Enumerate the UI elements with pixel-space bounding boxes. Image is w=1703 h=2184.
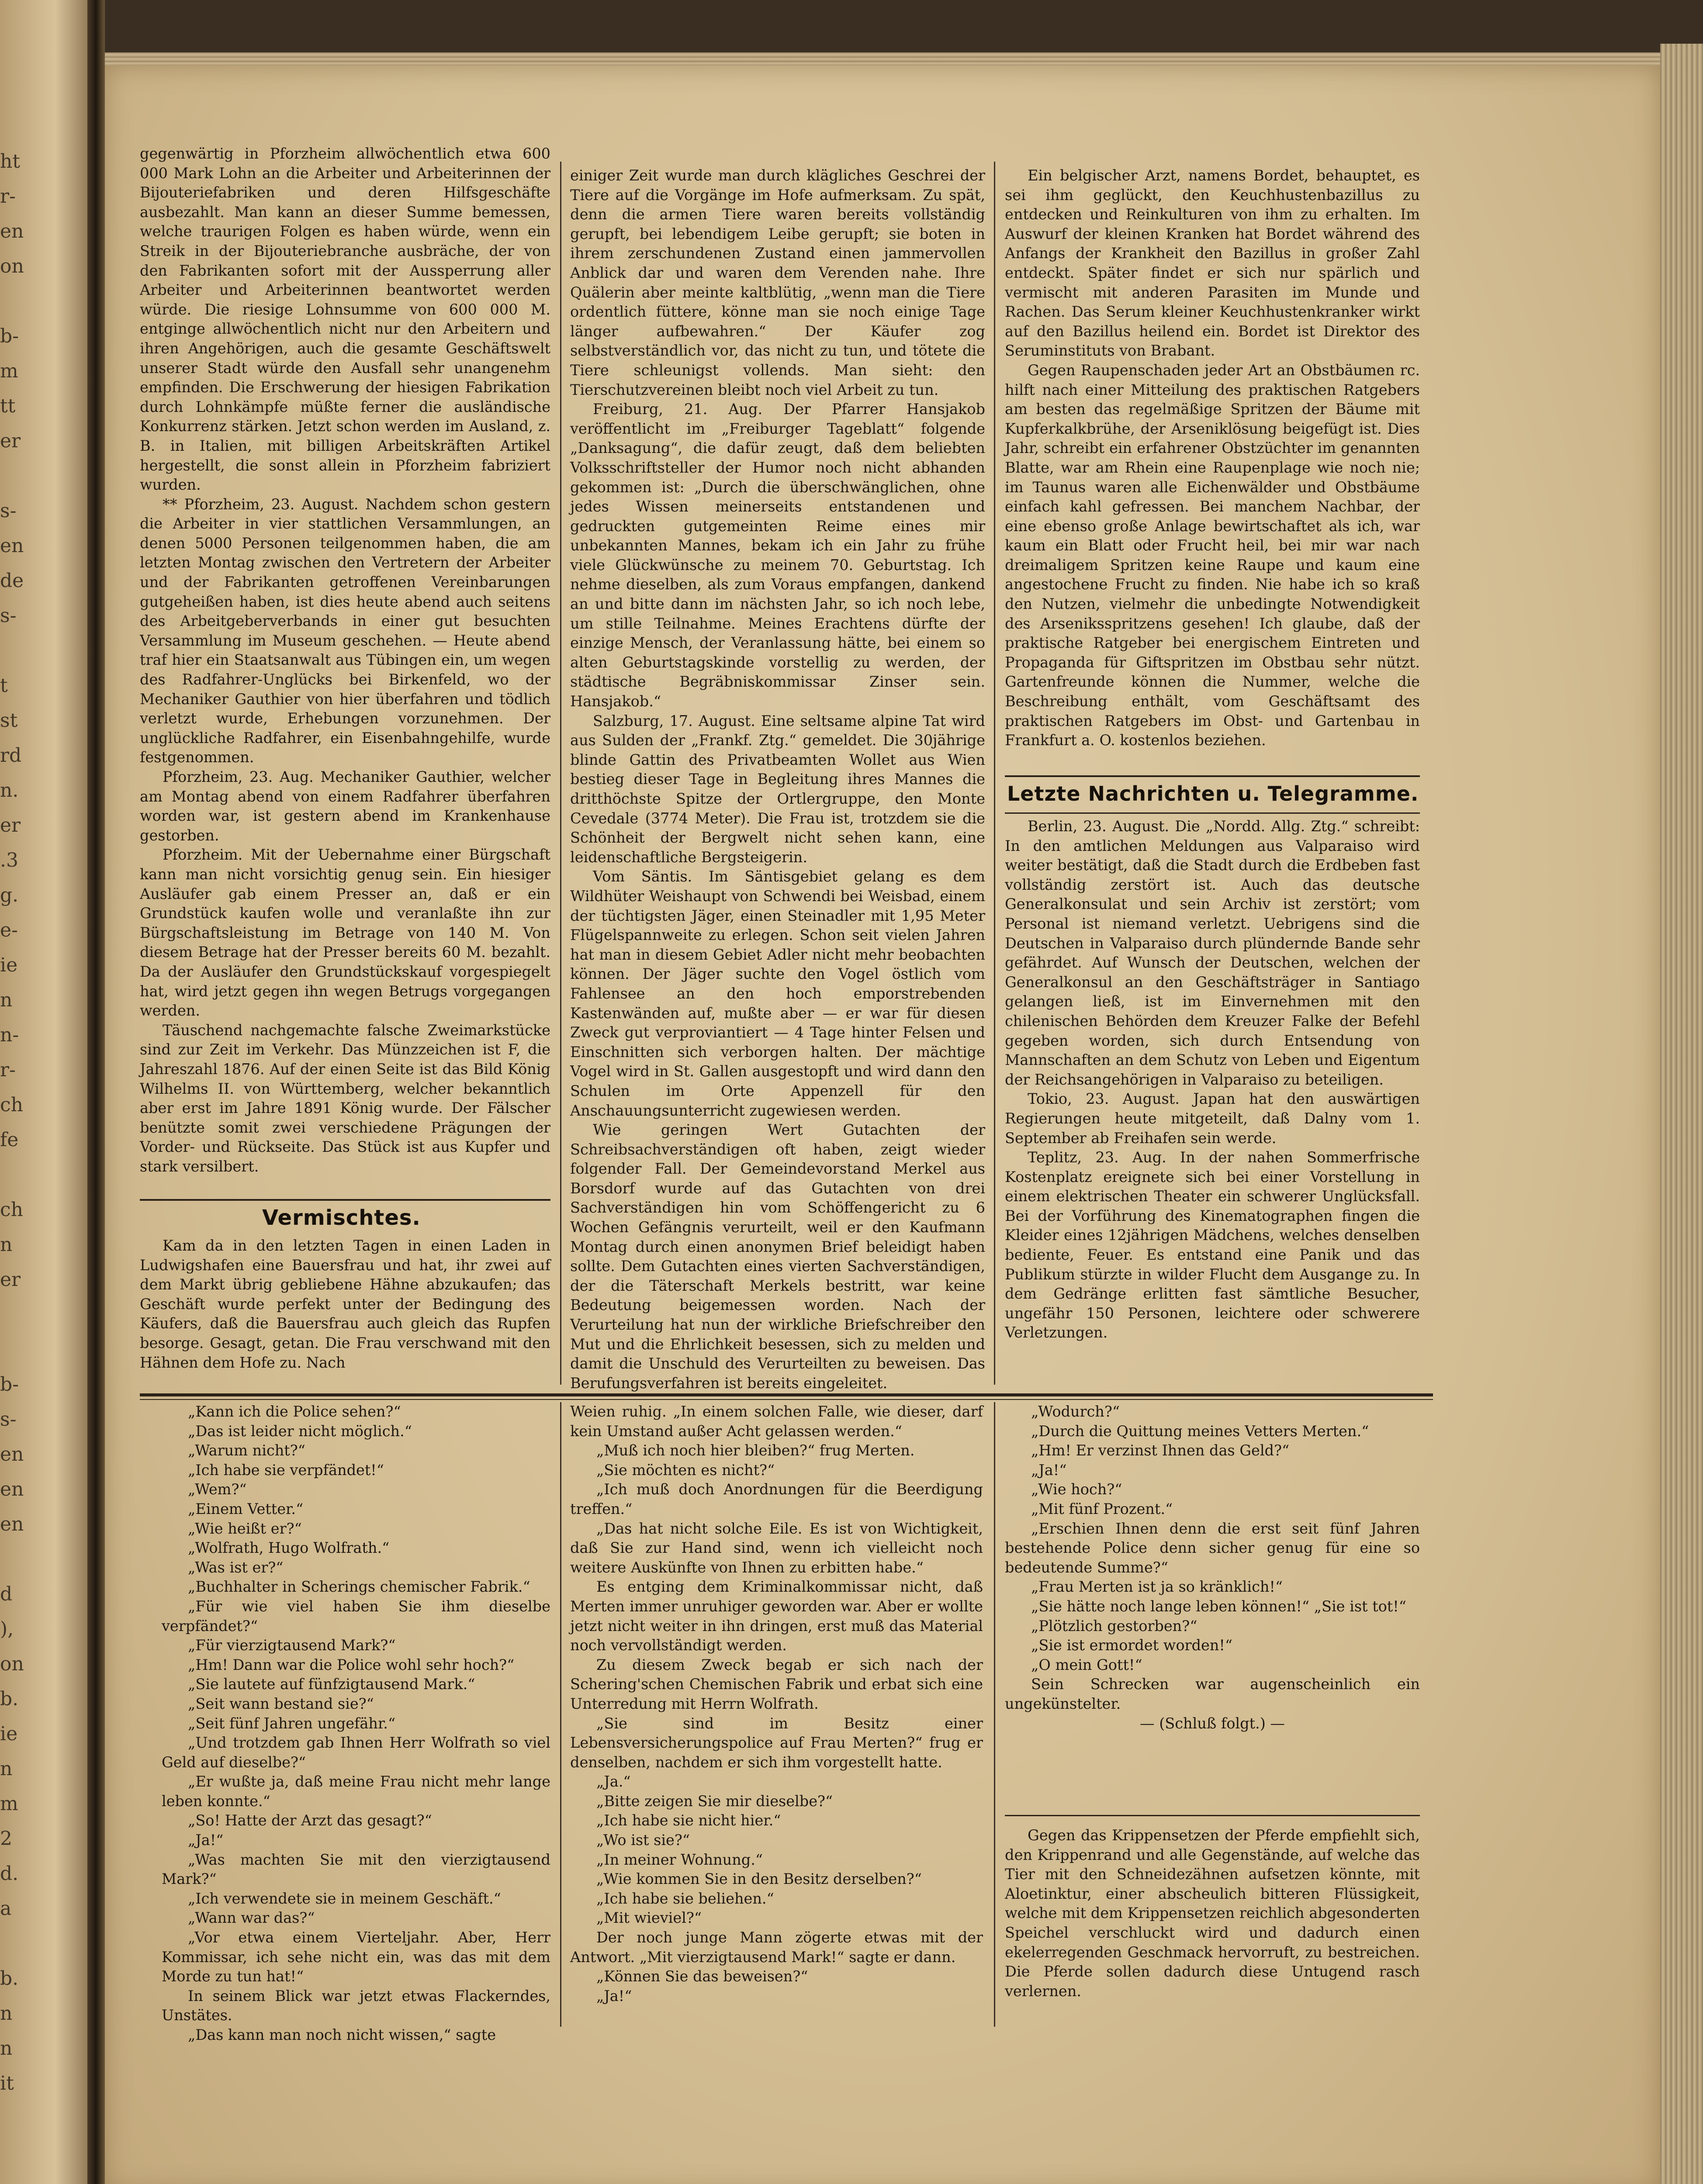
article-caterpillar-damage: Gegen Raupenschaden jeder Art an Obstbäumen rc. hilft nach einer Mitteilung des praktischen Ratgebers am besten das regelmäßige Spritzen der Bäume mit Kupferkalkbrühe, der Arseniklösung beigefügt ist. Dies Jahr, schreibt ein erfahrener Obstzüchter im genannten Blatte, war am Rhein eine Raupenplage wie noch nie; im Taunus waren alle Eichenwälder und Obstbäume einfach kahl gefressen. Bei manchem Nachbar, der eine ebenso große Anlage bewirtschaftet als ich, war kaum ein Blatt oder Frucht heil, bei mir war nach dreimaligem Spritzen keine Raupe und kaum eine angestochene Frucht zu finden. Nie habe ich so kraß den Nutzen, vielmehr die unbedingte Notwendigkeit des Arseniksspritzens gesehen! Ich glaube, daß der praktische Ratgeber bei energischem Eintreten und Propaganda für Giftspritzen im Obstbau sehr nützt. Gartenfreunde können die Nummer, welche die Beschreibung enthält, vom Geschäftsamt des praktischen Ratgebers im Obst- und Gartenbau in Frankfurt a. O. kostenlos beziehen. bbox=[1005, 361, 1420, 749]
column-divider bbox=[994, 162, 995, 1385]
dialogue-line: Sein Schrecken war augenscheinlich ein ungekünstelter. bbox=[1005, 1676, 1420, 1712]
feuilleton-rule bbox=[140, 1393, 1433, 1396]
column-1-miscellany bbox=[140, 1236, 550, 1393]
dialogue-line: „Seit wann bestand sie?“ bbox=[188, 1695, 374, 1712]
dialogue-line: „Und trotzdem gab Ihnen Herr Wolfrath so viel Geld auf dieselbe?“ bbox=[162, 1734, 550, 1771]
dialogue-line: „Hm! Er verzinst Ihnen das Geld?“ bbox=[1031, 1442, 1290, 1459]
dialogue-line: „So! Hatte der Arzt das gesagt?“ bbox=[188, 1812, 432, 1829]
dialogue-line: „Ich verwendete sie in meinem Geschäft.“ bbox=[188, 1890, 501, 1907]
news-tokio: Tokio, 23. August. Japan hat den auswärtigen Regierungen heute mitgeteilt, daß Dalny vom 1. September ab Freihafen sein werde. bbox=[1005, 1090, 1420, 1147]
article-whooping-cough: Ein belgischer Arzt, namens Bordet, behauptet, es sei ihm geglückt, den Keuchhustenbazillus zu entdecken und Reinkulturen von ihm zu erhalten. Im Auswurf der kleinen Kranken hat Bordet während des Anfangs der Krankheit den Bazillus in großer Zahl entdeckt. Später findet er sich nur spärlich und vermischt mit anderen Parasiten im Munde und Rachen. Das Serum kleiner Keuchhustenkranker wirkt auf den Bazillus heilend ein. Bordet ist Direktor des Seruminstituts von Brabant. bbox=[1005, 167, 1420, 359]
dialogue-line: „O mein Gott!“ bbox=[1031, 1656, 1142, 1673]
article-freiburg: Freiburg, 21. Aug. Der Pfarrer Hansjakob veröffentlicht im „Freiburger Tageblatt“ folgende „Danksagung“, die dafür zeugt, daß dem beliebten Volksschriftsteller der Humor noch nicht abhanden gekommen ist: „Durch die überschwänglichen, ohne jedes Wissen meinerseits entstandenen und gedruckten gutgemeinten Reime eines mir unbekannten Mannes, bekam ich ein Jahr zu frühe viele Glückwünsche zu meinem 70. Geburtstag. Ich nehme dieselben, als zum Voraus empfangen, dankend an und bitte dann im nächsten Jahr, so ich noch lebe, um stille Teilnahme. Meines Erachtens dürfte der einzige Mensch, der Veranlassung hätte, bei einem so alten Geburtstagskinde vorstellig zu werden, der städtische Begräbniskommissar Zinser sein. Hansjakob.“ bbox=[570, 401, 985, 710]
horse-crib-notice bbox=[1005, 1826, 1420, 2009]
dialogue-line: „Erschien Ihnen denn die erst seit fünf Jahren bestehende Police denn sicher genug für eine so bedeutende Summe?“ bbox=[1005, 1520, 1420, 1576]
feuilleton-column-2 bbox=[570, 1402, 983, 2018]
feuilleton-rule-thin bbox=[140, 1399, 1433, 1400]
section-rule bbox=[1005, 775, 1420, 777]
column-1 bbox=[140, 144, 550, 1389]
column-3-news bbox=[1005, 817, 1420, 1389]
dialogue-line: „Vor etwa einem Vierteljahr. Aber, Herr Kommissar, ich sehe nicht ein, was das mit dem Morde zu tun hat!“ bbox=[162, 1929, 550, 1985]
dialogue-line: Der noch junge Mann zögerte etwas mit der Antwort. „Mit vierzigtausend Mark!“ sagte er dann. bbox=[570, 1929, 983, 1966]
dialogue-line: „Durch die Quittung meines Vetters Merten.“ bbox=[1031, 1422, 1369, 1440]
article-salzburg: Salzburg, 17. August. Eine seltsame alpine Tat wird aus Sulden der „Frankf. Ztg.“ gemeldet. Die 30jährige blinde Gattin des Privatbeamten Wollet aus Wien bestieg dieser Tage in Begleitung ihres Mannes die dritthöchste Spitze der Ortlergruppe, den Monte Cevedale (3774 Meter). Die Frau ist, trotzdem sie die Schönheit der Bergwelt nicht sehen kann, eine leidenschaftliche Bergsteigerin. bbox=[570, 712, 985, 866]
article-counterfeit-coins: Täuschend nachgemachte falsche Zweimarkstücke sind zur Zeit im Verkehr. Das Münzzeichen ist F, die Jahreszahl 1876. Auf der einen Seite ist das Bild König Wilhelms II. von Württemberg, welcher bekanntlich aber erst im Jahre 1891 König wurde. Der Fälscher benützte somit zwei verschiedene Prägungen der Vorder- und Rückseite. Das Stück ist aus Kupfer und stark versilbert. bbox=[140, 1021, 550, 1175]
column-divider bbox=[560, 1402, 561, 2027]
left-page bbox=[0, 0, 92, 2184]
dialogue-line: „Ich habe sie nicht hier.“ bbox=[596, 1812, 781, 1829]
article-handwriting-experts: Wie geringen Wert Gutachten der Schreibsachverständigen oft haben, zeigt wieder folgender Fall. Der Gemeindevorstand Merkel aus Borsdorf wurde auf das Gutachten von drei Sachverständigen hin vom Schöffengericht zu 6 Wochen Gefängnis verurteilt, weil er den Kaufmann Montag durch einen anonymen Brief beleidigt haben sollte. Dem Gutachten eines vierten Sachverständigen, der die Täterschaft Merkels bestritt, war keine Bedeutung beigemessen worden. Nach der Verurteilung hat nun der wirkliche Briefschreiber den Mut und die Ehrlichkeit besessen, sich zu melden und damit die Unschuld des Verurteilten zu beweisen. Das Berufungsverfahren ist bereits eingeleitet. bbox=[570, 1121, 985, 1392]
dialogue-line: „Einem Vetter.“ bbox=[188, 1500, 304, 1517]
binding-gutter bbox=[87, 0, 105, 2184]
dialogue-line: „Wie hoch?“ bbox=[1031, 1481, 1122, 1498]
notice-rule bbox=[1005, 1815, 1420, 1816]
dialogue-line: „Muß ich noch hier bleiben?“ frug Merten. bbox=[596, 1442, 915, 1459]
column-2 bbox=[570, 166, 985, 1392]
dialogue-line: „Wolfrath, Hugo Wolfrath.“ bbox=[188, 1539, 390, 1557]
dialogue-line: „Ich habe sie beliehen.“ bbox=[596, 1890, 774, 1907]
column-3 bbox=[1005, 166, 1420, 769]
feuilleton-column-3 bbox=[1005, 1402, 1420, 1795]
dialogue-line: „Wie kommen Sie in den Besitz derselben?“ bbox=[596, 1870, 922, 1888]
column-divider bbox=[560, 162, 561, 1385]
dialogue-line: „Wem?“ bbox=[188, 1481, 247, 1498]
section-rule bbox=[140, 1199, 550, 1201]
dialogue-line: „Sie ist ermordet worden!“ bbox=[1031, 1637, 1232, 1654]
dialogue-line: „Ja.“ bbox=[596, 1773, 631, 1790]
dialogue-line: „Wo ist sie?“ bbox=[596, 1832, 690, 1849]
article-pforzheim-guarantee: Pforzheim. Mit der Uebernahme einer Bürgschaft kann man nicht vorsichtig genug sein. Ein hiesiger Ausläufer gab einem Presser an, daß er ein Grundstück kaufen wolle und veranlaßte ihn zur Bürgschaftsleistung im Betrage von 140 M. Von diesem Betrage hat der Presser bereits 60 M. bezahlt. Da der Ausläufer den Grundstückskauf vorgespiegelt hat, wird jetzt gegen ihn wegen Betrugs vorgegangen werden. bbox=[140, 846, 550, 1019]
left-page-fragments: ht r- en on b- m tt er s- en de s- t st rd n. er .3 g. e- ie n n- r- ch fe ch n er b- s- en en en d ), on b. ie n m 2 d. a b. n n it bbox=[0, 150, 24, 2094]
column-divider bbox=[994, 1402, 995, 2027]
dialogue-line: „Wodurch?“ bbox=[1031, 1403, 1120, 1420]
dialogue-line: „Ja!“ bbox=[596, 1987, 632, 2004]
dialogue-line: „Plötzlich gestorben?“ bbox=[1031, 1617, 1198, 1635]
dialogue-line: „In meiner Wohnung.“ bbox=[596, 1851, 763, 1868]
heading-latest-news: Letzte Nachrichten u. Telegramme. bbox=[1007, 782, 1419, 805]
news-berlin: Berlin, 23. August. Die „Nordd. Allg. Ztg.“ schreibt: In den amtlichen Meldungen aus Valparaiso wird weiter bestätigt, daß die Stadt durch die Erdbeben fast vollständig zerstört ist. Auch das deutsche Generalkonsulat und sein Archiv ist zerstört; vom Personal ist niemand verletzt. Uebrigens sind die Deutschen in Valparaiso durch plündernde Bande sehr gefährdet. Auf Wunsch der Deutschen, welchen der Generalkonsul an den Geschäftsträger in Santiago gelangen ließ, ist im Einvernehmen mit den chilenischen Behörden dem Kreuzer Falke der Befehl gegeben worden, sich durch Entsendung von Mannschaften an dem Schutz von Leben und Eigentum der Reichsangehörigen in Valparaiso zu beteiligen. bbox=[1005, 818, 1420, 1088]
article-saentis: Vom Säntis. Im Säntisgebiet gelang es dem Wildhüter Weishaupt von Schwendi bei Weisbad, einem der tüchtigsten Jäger, einen Steinadler mit 1,95 Meter Flügelspannweite zu erlegen. Schon seit vielen Jahren hat man in diesem Gebiet Adler nicht mehr beobachten können. Der Jäger suchte den Vogel östlich vom Fahlensee an den hoch emporstrebenden Kastenwänden auf, mußte aber — er war für diesen Zweck gut verproviantiert — 4 Tage hinter Felsen und Einschnitten sich verborgen halten. Der mächtige Vogel wird in St. Gallen ausgestopft und wird dann den Schulen im Orte Appenzell für den Anschauungsunterricht zugewiesen werden. bbox=[570, 868, 985, 1119]
dialogue-line: „Sie lautete auf fünfzigtausend Mark.“ bbox=[188, 1676, 475, 1693]
dialogue-line: „Das hat nicht solche Eile. Es ist von Wichtigkeit, daß Sie zur Hand sind, wenn ich vielleicht noch weitere Auskünfte von Ihnen zu erbitten habe.“ bbox=[570, 1520, 983, 1576]
dialogue-line: „Wann war das?“ bbox=[188, 1909, 315, 1927]
dialogue-line: „Was machten Sie mit den vierzigtausend Mark?“ bbox=[162, 1851, 550, 1888]
dialogue-line: „Bitte zeigen Sie mir dieselbe?“ bbox=[596, 1792, 833, 1810]
dialogue-line: „Was ist er?“ bbox=[188, 1559, 284, 1576]
dialogue-line: „Das kann man noch nicht wissen,“ sagte bbox=[188, 2026, 496, 2043]
article-pforzheim-meetings: ** Pforzheim, 23. August. Nachdem schon gestern die Arbeiter in vier stattlichen Versammlungen, an denen 5000 Personen teilgenommen haben, die am letzten Montag zwischen den Vertretern der Arbeiter und der Fabrikanten getroffenen Vereinbarungen gutgeheißen haben, ist dies heute abend auch seitens des Arbeitgeberverbands in einer gut besuchten Versammlung im Museum geschehen. — Heute abend traf hier ein Staatsanwalt aus Tübingen ein, um wegen des Radfahrer-Unglücks bei Birkenfeld, wo der Mechaniker Gauthier von hier überfahren und tödlich verletzt wurde, Erhebungen vorzunehmen. Der unglückliche Radfahrer, ein Eisenbahngehilfe, wurde festgenommen. bbox=[140, 495, 550, 766]
notice-text: Gegen das Krippensetzen der Pferde empfiehlt sich, den Krippenrand und alle Gegenstände, auf welche das Tier mit den Schneidezähnen aufsetzen könnte, mit Aloetinktur, einer abscheulich bitteren Flüssigkeit, welche mit dem Krippensetzen reichlich abgesonderten Speichel verschluckt wird und dadurch einen ekelerregenden Geschmack hervorruft, zu bestreichen. Die Pferde sollen dadurch diese Untugend rasch verlernen. bbox=[1005, 1827, 1420, 2000]
dialogue-line: „Ja!“ bbox=[1031, 1461, 1067, 1479]
dialogue-line: „Buchhalter in Scherings chemischer Fabrik.“ bbox=[188, 1578, 530, 1596]
dialogue-line: Zu diesem Zweck begab er sich nach der Schering'schen Chemischen Fabrik und erbat sich eine Unterredung mit Herrn Wolfrath. bbox=[570, 1656, 983, 1712]
section-rule bbox=[1005, 812, 1420, 814]
dialogue-line: „Warum nicht?“ bbox=[188, 1442, 305, 1459]
dialogue-line: „Ich habe sie verpfändet!“ bbox=[188, 1461, 384, 1479]
dialogue-line: „Für wie viel haben Sie ihm dieselbe verpfändet?“ bbox=[162, 1597, 550, 1635]
dialogue-line: „Mit fünf Prozent.“ bbox=[1031, 1500, 1173, 1517]
article-pforzheim-gauthier: Pforzheim, 23. Aug. Mechaniker Gauthier, welcher am Montag abend von einem Radfahrer überfahren worden war, ist gestern abend im Krankenhause gestorben. bbox=[140, 768, 550, 844]
dialogue-line: Weien ruhig. „In einem solchen Falle, wie dieser, darf kein Umstand außer Acht gelassen werden.“ bbox=[570, 1403, 983, 1440]
feuilleton-column-1 bbox=[162, 1402, 550, 2043]
dialogue-line: „Sie möchten es nicht?“ bbox=[596, 1461, 775, 1479]
dialogue-line: „Können Sie das beweisen?“ bbox=[596, 1968, 808, 1985]
dialogue-line: „Ja!“ bbox=[188, 1832, 224, 1849]
dialogue-line: „Das ist leider nicht möglich.“ bbox=[188, 1422, 412, 1440]
dialogue-line: „Wie heißt er?“ bbox=[188, 1520, 302, 1537]
to-be-continued: — (Schluß folgt.) — bbox=[1140, 1714, 1285, 1732]
dialogue-line: „Hm! Dann war die Police wohl sehr hoch?“ bbox=[188, 1656, 515, 1673]
dialogue-line: „Sie hätte noch lange leben können!“ „Sie ist tot!“ bbox=[1031, 1597, 1406, 1615]
dialogue-line: „Für vierzigtausend Mark?“ bbox=[188, 1637, 396, 1654]
dialogue-line: „Er wußte ja, daß meine Frau nicht mehr lange leben konnte.“ bbox=[162, 1773, 550, 1810]
article-ludwigshafen-cont: einiger Zeit wurde man durch klägliches Geschrei der Tiere auf die Vorgänge im Hofe aufmerksam. Zu spät, denn die armen Tiere waren bereits vollständig gerupft, bei lebendigem Leibe gerupft; sie boten in ihrem zerschundenen Zustand einen jammervollen Anblick dar und waren dem Verenden nahe. Ihre Quälerin aber meinte kaltblütig, „wenn man die Tiere ordentlich füttere, könne man sie noch einige Tage länger aufbewahren.“ Der Käufer zog selbstverständlich vor, das nicht zu tun, und tötete die Tiere schleunigst vollends. Man sieht: den Tierschutzvereinen bleibt noch viel Arbeit zu tun. bbox=[570, 167, 985, 398]
dialogue-line: „Seit fünf Jahren ungefähr.“ bbox=[188, 1714, 396, 1732]
dialogue-line: In seinem Blick war jetzt etwas Flackerndes, Unstätes. bbox=[162, 1987, 550, 2024]
dialogue-line: „Ich muß doch Anordnungen für die Beerdigung treffen.“ bbox=[570, 1481, 983, 1517]
dialogue-line: Es entging dem Kriminalkommissar nicht, daß Merten immer unruhiger geworden war. Aber er wollte jetzt nicht weiter in ihn dringen, erst muß das Material noch vervollständigt werden. bbox=[570, 1578, 983, 1654]
page-stack-edge bbox=[1660, 44, 1703, 2184]
article-ludwigshafen: Kam da in den letzten Tagen in einen Laden in Ludwigshafen eine Bauersfrau und hat, ihr zwei auf dem Markt übrig gebliebene Hähne abzukaufen; das Geschäft wurde perfekt unter der Bedingung des Käufers, daß die Bauersfrau auch gleich das Rupfen besorge. Gesagt, getan. Die Frau verschwand mit den Hähnen dem Hofe zu. Nach bbox=[140, 1237, 550, 1371]
dialogue-line: „Mit wieviel?“ bbox=[596, 1909, 702, 1927]
news-teplitz: Teplitz, 23. Aug. In der nahen Sommerfrische Kostenplatz ereignete sich bei einer Vorstellung in einem elektrischen Theater ein schwerer Unglücksfall. Bei der Vorführung des Kinematographen fingen die Kleider eines 12jährigen Mädchens, welches denselben bediente, Feuer. Es entstand eine Panik und das Publikum stürzte in wilder Flucht dem Ausgange zu. In dem Gedränge erlitten fast sämtliche Besucher, ungefähr 150 Personen, leichtere oder schwerere Verletzungen. bbox=[1005, 1149, 1420, 1341]
dialogue-line: „Kann ich die Police sehen?“ bbox=[188, 1403, 401, 1420]
article-pforzheim-wages: gegenwärtig in Pforzheim allwöchentlich etwa 600 000 Mark Lohn an die Arbeiter und Arbeiterinnen der Bijouteriefabriken und deren Hilfsgeschäfte ausbezahlt. Man kann an dieser Summe bemessen, welche traurigen Folgen es haben würde, wenn ein Streik in der Bijouteriebranche ausbräche, der von den Fabrikanten sofort mit der Aussperrung aller Arbeiter und Arbeiterinnen beantwortet werden würde. Die riesige Lohnsumme von 600 000 M. entginge allwöchentlich nicht nur den Arbeitern und ihren Angehörigen, auch die gesamte Geschäftswelt unserer Stadt würde den Ausfall sehr unangenehm empfinden. Die Erschwerung der hiesigen Fabrikation durch Lohnkämpfe müßte ferner die ausländische Konkurrenz stärken. Jetzt schon werden im Ausland, z. B. in Italien, mit billigen Arbeitskräften Artikel hergestellt, die sonst allein in Pforzheim fabriziert wurden. bbox=[140, 145, 550, 494]
dialogue-line: „Sie sind im Besitz einer Lebensversicherungspolice auf Frau Merten?“ frug er denselben, nachdem er sich ihm vorgestellt hatte. bbox=[570, 1714, 983, 1771]
dialogue-line: „Frau Merten ist ja so kränklich!“ bbox=[1031, 1578, 1283, 1596]
heading-vermischtes: Vermischtes. bbox=[262, 1206, 421, 1230]
